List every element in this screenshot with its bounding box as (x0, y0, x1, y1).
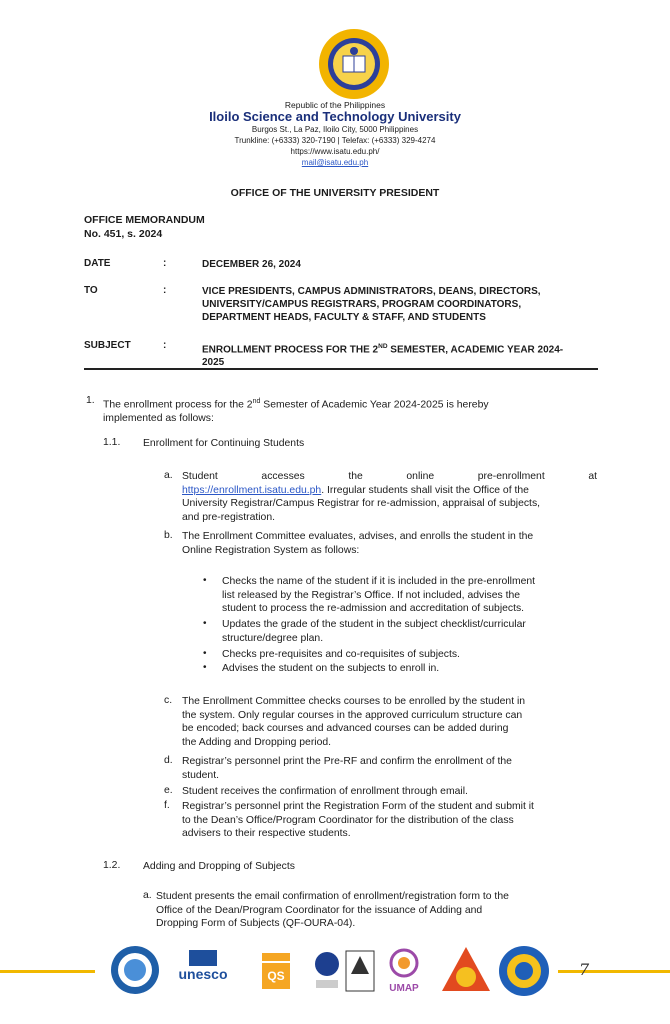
item-a: Student accesses the online pre-enrollment at https://enrollment.isatu.edu.ph. Irregular students shall visit the Office of the University Registrar/Campus Registrar for re-admission, appraisal of subjects, and pre-registration. (182, 471, 597, 523)
item-d: Registrar’s personnel print the Pre-RF and confirm the enrollment of the student. (182, 756, 512, 781)
item-e: Student receives the confirmation of enrollment through email. (182, 786, 468, 797)
subject-line: 2025 (202, 357, 225, 369)
contact-numbers: Trunkline: (+6333) 320-7190 | Telefax: (+6333) 329-4274 (234, 136, 436, 145)
bullet-item: Updates the grade of the student in the subject checklist/curricular structure/degree plan. (222, 619, 526, 644)
item-label: e. (164, 785, 173, 796)
qs-stars-icon (262, 953, 290, 961)
item-a-line1: Student accesses the online pre-enrollment at (182, 471, 597, 482)
memo-title: OFFICE MEMORANDUM (84, 214, 205, 226)
unesco-temple-icon (189, 950, 217, 966)
qs-rating-logo: QS (262, 953, 290, 993)
item-c: The Enrollment Committee checks courses to be enrolled by the student in the system. Only regular courses in the approved curriculum structure can be encoded; back courses and advanced courses can be added during the Adding and Dropping period. (182, 696, 526, 748)
university-seal-logo (318, 28, 390, 100)
item-label: f. (164, 800, 170, 811)
subject-colon: : (163, 340, 167, 351)
page-number: 7 (579, 960, 590, 979)
university-address: Burgos St., La Paz, Iloilo City, 5000 Philippines (251, 125, 419, 134)
bullet-icon: • (203, 575, 207, 586)
footer-accent-line-left (0, 970, 95, 973)
item-1-2-a: Student presents the email confirmation of enrollment/registration form to the Office of the Dean/Program Coordinator for the issuance of Adding and Dropping Form of Subjects (QF-OURA-04). (156, 891, 509, 930)
to-label: TO (84, 285, 98, 296)
memo-number: No. 451, s. 2024 (84, 228, 163, 240)
section-title: Enrollment for Continuing Students (143, 438, 305, 449)
item-label: a. (164, 470, 173, 481)
date-label: DATE (84, 258, 111, 269)
section-title: Adding and Dropping of Subjects (143, 861, 295, 872)
subject-line: ENROLLMENT PROCESS FOR THE 2ND SEMESTER, ACADEMIC YEAR 2024- (202, 343, 564, 356)
to-line: VICE PRESIDENTS, CAMPUS ADMINISTRATORS, DEANS, DIRECTORS, (202, 286, 541, 297)
section-number: 1.2. (103, 860, 121, 871)
to-line: DEPARTMENT HEADS, FACULTY & STAFF, AND STUDENTS (202, 312, 486, 323)
university-name: Iloilo Science and Technology University (209, 109, 461, 124)
bullet-item: Checks pre-requisites and co-requisites of subjects. (222, 649, 460, 660)
isatu-anniversary-logo (498, 945, 550, 997)
accreditation-gear-logo (440, 945, 492, 995)
unesco-logo: unesco (171, 950, 235, 994)
bullet-icon: • (203, 648, 207, 659)
website-link[interactable]: https://www.isatu.edu.ph/ (290, 147, 380, 156)
bullet-item: Advises the student on the subjects to enroll in. (222, 663, 440, 674)
subject-value (202, 340, 597, 369)
date-colon: : (163, 258, 167, 269)
enrollment-link[interactable]: https://enrollment.isatu.edu.ph (182, 484, 322, 496)
subject-label: SUBJECT (84, 340, 131, 351)
section-number: 1.1. (103, 437, 121, 448)
office-title: OFFICE OF THE UNIVERSITY PRESIDENT (230, 187, 440, 199)
umap-logo: UMAP (385, 948, 423, 994)
header-divider (84, 368, 598, 370)
item-f: Registrar’s personnel print the Registration Form of the student and submit it to the Dean’s Office/Program Coordinator for the distribution of the class advisers to their respective students. (182, 801, 534, 840)
item-label: c. (164, 695, 173, 706)
date-value: DECEMBER 26, 2024 (202, 259, 301, 270)
republic-line: Republic of the Philippines (284, 100, 386, 110)
item-label: a. (143, 890, 152, 901)
bullet-item: Checks the name of the student if it is included in the pre-enrollment list released by the Registrar’s Office. If not included, advises the student to process the re-admission and accreditation of subjects. (222, 576, 536, 615)
item-b: The Enrollment Committee evaluates, advises, and enrolls the student in the Online Registration System as follows: (182, 531, 534, 556)
iso-certification-logo (312, 950, 342, 992)
email-link[interactable]: mail@isatu.edu.ph (301, 158, 369, 167)
ukas-accreditation-logo (345, 950, 375, 992)
to-colon: : (163, 285, 167, 296)
bullet-icon: • (203, 618, 207, 629)
paragraph-1: The enrollment process for the 2nd Semester of Academic Year 2024-2025 is hereby implemented as follows: (103, 398, 489, 425)
paragraph-number: 1. (86, 395, 95, 406)
to-recipients (202, 285, 597, 324)
item-label: d. (164, 755, 173, 766)
footer-accent-line-right (558, 970, 670, 973)
to-line: UNIVERSITY/CAMPUS REGISTRARS, PROGRAM COORDINATORS, (202, 299, 522, 310)
umap-globe-icon (385, 948, 423, 978)
item-label: b. (164, 530, 173, 541)
bullet-icon: • (203, 662, 207, 673)
partner-seal-logo (110, 945, 160, 995)
